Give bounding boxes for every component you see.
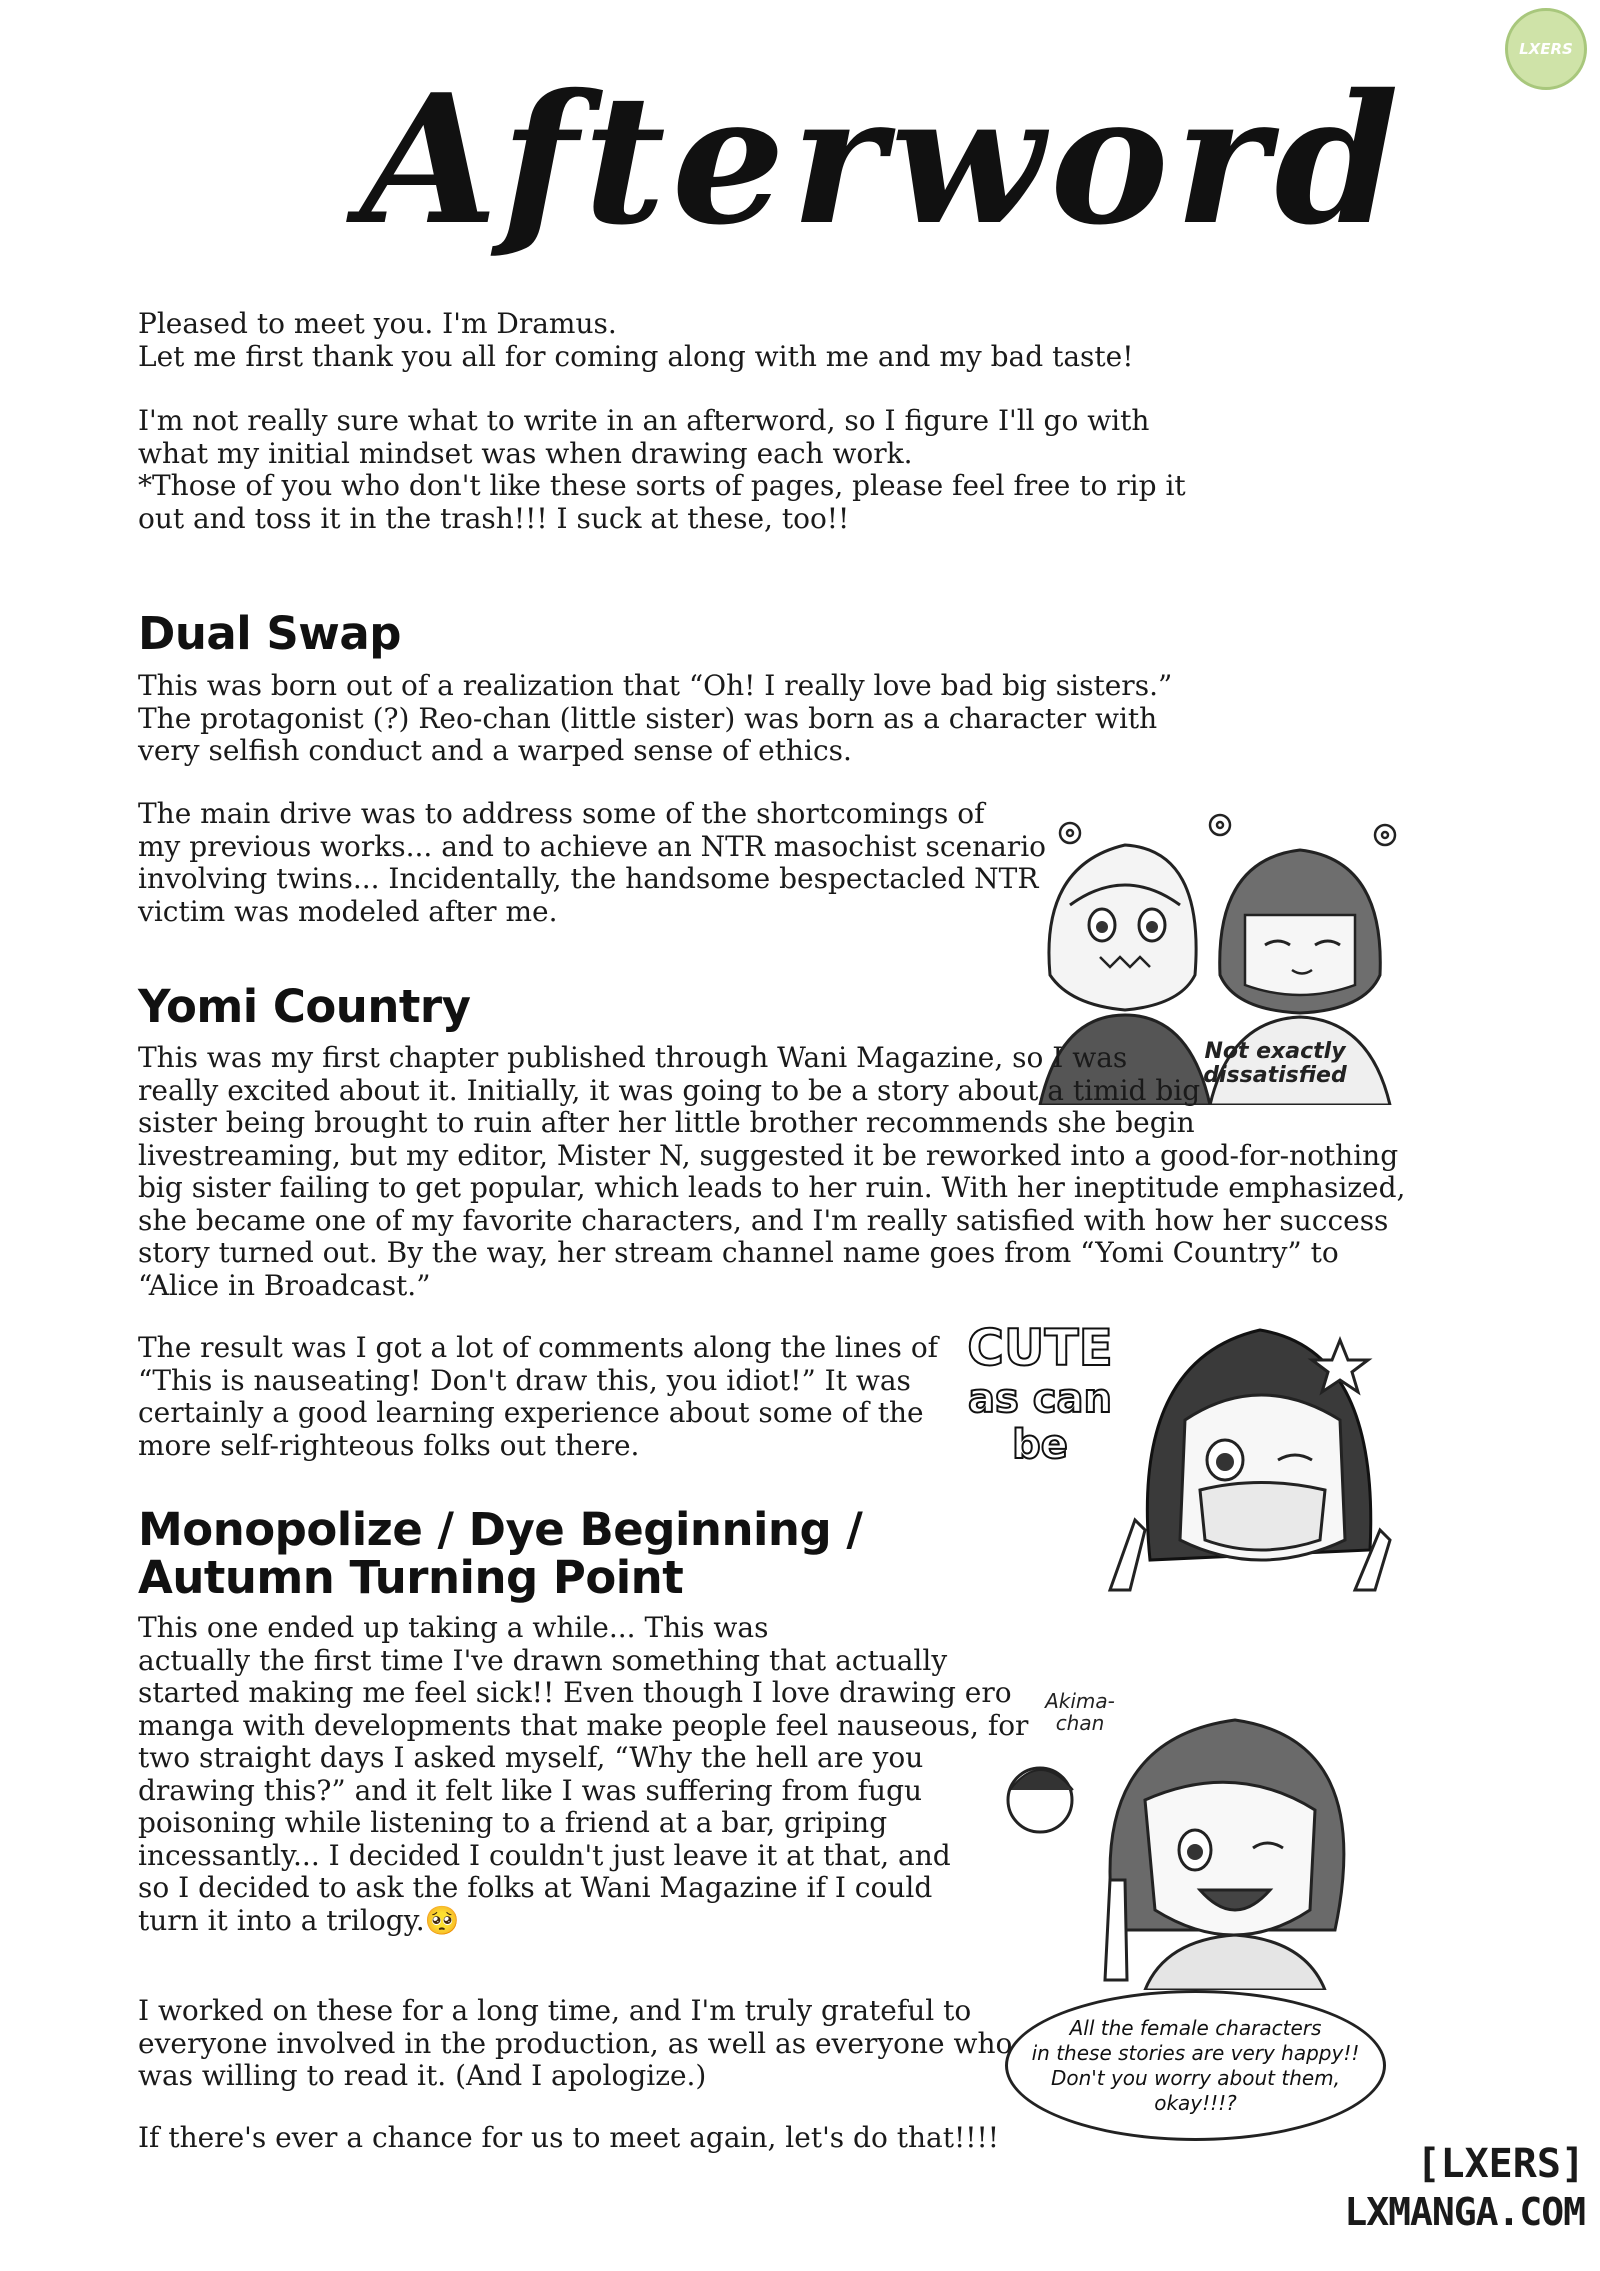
monopolize-paragraph-2: I worked on these for a long time, and I'm truly grateful to everyone involved in the production, as well as everyone who was willing to read it. (And I apologize.) xyxy=(138,1994,1013,2092)
speech-bubble xyxy=(1005,1990,1386,2141)
lettering-be: be xyxy=(1012,1422,1068,1468)
section-heading-yomi-country: Yomi Country xyxy=(138,980,471,1033)
section-heading-monopolize-line-1: Monopolize / Dye Beginning / xyxy=(138,1503,863,1556)
akima-chan-label-line-2: chan xyxy=(1055,1711,1105,1735)
yomi-country-paragraph-1: This was my first chapter published through Wani Magazine, so I was really excited about it. Initially, it was going to be a story about a timid big sister being brought to ruin after her little brother recommends she begin livestreaming, but my editor, Mister N, suggested it be reworked into a good-for-nothing big sister failing to get popular, which leads to her ruin. With her ineptitude emphasized, she became one of my favorite characters, and I'm really satisfied with how her success story turned out. By the way, her stream channel name goes from “Yomi Country” to “Alice in Broadcast.” xyxy=(138,1041,1406,1302)
dual-swap-paragraph-2: The main drive was to address some of the shortcomings of my previous works... and to achieve an NTR masochist scenario involving twins... Incidentally, the handsome bespectacled NTR victim was modeled after me. xyxy=(138,797,1047,928)
corner-logo-text: LXERS xyxy=(1519,40,1573,58)
intro-paragraph-1: Pleased to meet you. I'm Dramus. Let me first thank you all for coming along with me and my bad taste! xyxy=(138,307,1134,373)
section-heading-dual-swap: Dual Swap xyxy=(138,607,401,660)
footer-watermark xyxy=(1295,2140,1585,2250)
lettering-cute: CUTE xyxy=(967,1319,1113,1377)
speech-line-1: All the female characters xyxy=(1069,2015,1322,2040)
dual-swap-paragraph-1: This was born out of a realization that “Oh! I really love bad big sisters.” The protagonist (?) Reo-chan (little sister) was born as a character with very selfish conduct and a warped sense of ethics. xyxy=(138,669,1173,767)
footer-watermark-line-1: [LXERS] xyxy=(1416,2141,1585,2187)
caption-line-1: Not exactly xyxy=(1204,1039,1346,1064)
footer-watermark-line-2: LXMANGA.COM xyxy=(1344,2190,1585,2234)
cute-as-can-be-lettering xyxy=(965,1320,1115,1468)
akima-chan-label xyxy=(1030,1690,1130,1734)
section-heading-monopolize-line-2: Autumn Turning Point xyxy=(138,1551,684,1604)
lettering-as-can: as can xyxy=(968,1376,1112,1422)
speech-line-2: in these stories are very happy!! xyxy=(1031,2040,1360,2065)
monopolize-paragraph-1: This one ended up taking a while... This was actually the first time I've drawn something that actually started making me feel sick!! Even though I love drawing ero manga with developments that make people feel nauseous, for two straight days I asked myself, “Why the hell are you drawing this?” and it felt like I was suffering from fugu poisoning while listening to a friend at a bar, griping incessantly... I decided I couldn't just leave it at that, and so I decided to ask the folks at Wani Magazine if I could turn it into a trilogy.🥺 xyxy=(138,1611,1029,1937)
speech-line-3: Don't you worry about them, xyxy=(1050,2065,1341,2090)
page-title: Afterword xyxy=(360,55,1405,264)
speech-line-4: okay!!!? xyxy=(1154,2090,1237,2115)
corner-logo xyxy=(1505,8,1587,90)
akima-chan-label-line-1: Akima- xyxy=(1045,1689,1115,1713)
closing-paragraph: If there's ever a chance for us to meet again, let's do that!!!! xyxy=(138,2121,999,2154)
caption-line-2: dissatisfied xyxy=(1203,1063,1347,1088)
intro-paragraph-2: I'm not really sure what to write in an afterword, so I figure I'll go with what my initial mindset was when drawing each work. *Those of you who don't like these sorts of pages, please feel free to rip it out and toss it in the trash!!! I suck at these, too!! xyxy=(138,404,1186,535)
yomi-country-paragraph-2: The result was I got a lot of comments along the lines of “This is nauseating! Don't draw this, you idiot!” It was certainly a good learning experience about some of the more self-righteous folks out there. xyxy=(138,1331,939,1462)
